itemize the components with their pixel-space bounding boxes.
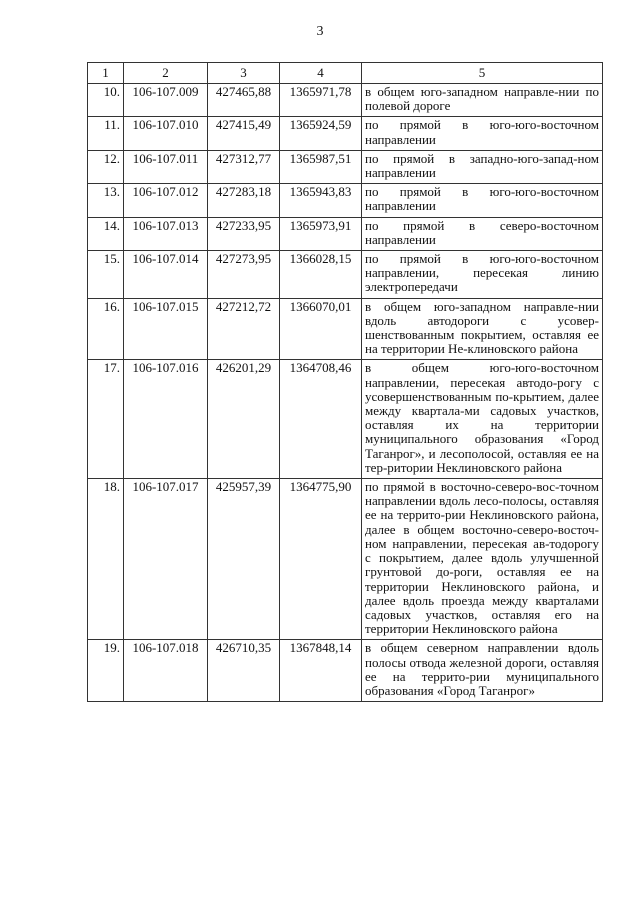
table-header-row (88, 63, 603, 84)
description-cell: по прямой в западно-юго-запад-ном направлении (362, 150, 603, 183)
description-cell: по прямой в юго-юго-восточном направлении, пересекая линию электропередачи (362, 251, 603, 299)
x-coordinate-cell: 426710,35 (208, 640, 280, 702)
row-number-cell: 18. (88, 479, 124, 640)
row-number-cell: 15. (88, 251, 124, 299)
row-number-cell: 14. (88, 217, 124, 250)
point-code-cell: 106-107.011 (124, 150, 208, 183)
row-number-cell: 13. (88, 184, 124, 217)
description-cell: в общем северном направлении вдоль полосы отвода железной дороги, оставляя ее на террито-рии муниципального образования «Город Таганрог» (362, 640, 603, 702)
point-code-cell: 106-107.009 (124, 84, 208, 117)
table-row (88, 251, 603, 299)
y-coordinate-cell: 1366028,15 (280, 251, 362, 299)
row-number-cell: 10. (88, 84, 124, 117)
row-number-cell: 17. (88, 360, 124, 479)
y-coordinate-cell: 1365943,83 (280, 184, 362, 217)
x-coordinate-cell: 427465,88 (208, 84, 280, 117)
description-cell: в общем юго-западном направле-нии вдоль автодороги с усовер-шенствованным покрытием, оставляя ее на территории Не-клиновского района (362, 298, 603, 360)
row-number-cell: 16. (88, 298, 124, 360)
y-coordinate-cell: 1367848,14 (280, 640, 362, 702)
description-cell: по прямой в восточно-северо-вос-точном направлении вдоль лесо-полосы, оставляя ее на террито-рии Неклиновского района, далее в общем восточно-северо-восточ-ном направлении, пересекая ав-тодорогу с покрытием, далее вдоль улучшенной грунтовой до-роги, оставляя ее на территории Неклиновского района, и далее вдоль проезда между кварталами садовых участков, оставляя его на территории Неклиновского района (362, 479, 603, 640)
header-cell-1: 1 (88, 63, 124, 84)
x-coordinate-cell: 427312,77 (208, 150, 280, 183)
point-code-cell: 106-107.014 (124, 251, 208, 299)
page-number: 3 (316, 24, 324, 39)
description-cell: по прямой в юго-юго-восточном направлении (362, 117, 603, 150)
y-coordinate-cell: 1365971,78 (280, 84, 362, 117)
y-coordinate-cell: 1365987,51 (280, 150, 362, 183)
header-cell-2: 2 (124, 63, 208, 84)
point-code-cell: 106-107.016 (124, 360, 208, 479)
table-row (88, 150, 603, 183)
table-row (88, 184, 603, 217)
point-code-cell: 106-107.015 (124, 298, 208, 360)
x-coordinate-cell: 427273,95 (208, 251, 280, 299)
table-row (88, 479, 603, 640)
x-coordinate-cell: 426201,29 (208, 360, 280, 479)
table-row (88, 84, 603, 117)
y-coordinate-cell: 1364708,46 (280, 360, 362, 479)
description-cell: в общем юго-западном направле-нии по полевой дороге (362, 84, 603, 117)
point-code-cell: 106-107.017 (124, 479, 208, 640)
header-cell-3: 3 (208, 63, 280, 84)
header-cell-4: 4 (280, 63, 362, 84)
description-cell: в общем юго-юго-восточном направлении, пересекая автодо-рогу с усовершенствованным по-крытием, далее между квартала-ми садовых участков, оставляя их на территории муниципального образования «Город Таганрог», и лесополосой, оставляя ее на тер-ритории Неклиновского района (362, 360, 603, 479)
table-row (88, 217, 603, 250)
table-row (88, 117, 603, 150)
table-body (88, 63, 603, 702)
y-coordinate-cell: 1365924,59 (280, 117, 362, 150)
point-code-cell: 106-107.018 (124, 640, 208, 702)
y-coordinate-cell: 1366070,01 (280, 298, 362, 360)
table-row (88, 640, 603, 702)
y-coordinate-cell: 1364775,90 (280, 479, 362, 640)
point-code-cell: 106-107.010 (124, 117, 208, 150)
row-number-cell: 11. (88, 117, 124, 150)
x-coordinate-cell: 427415,49 (208, 117, 280, 150)
table-row (88, 298, 603, 360)
header-cell-5: 5 (362, 63, 603, 84)
point-code-cell: 106-107.012 (124, 184, 208, 217)
y-coordinate-cell: 1365973,91 (280, 217, 362, 250)
row-number-cell: 19. (88, 640, 124, 702)
table-row (88, 360, 603, 479)
boundary-table (87, 62, 603, 702)
point-code-cell: 106-107.013 (124, 217, 208, 250)
x-coordinate-cell: 425957,39 (208, 479, 280, 640)
x-coordinate-cell: 427283,18 (208, 184, 280, 217)
x-coordinate-cell: 427212,72 (208, 298, 280, 360)
description-cell: по прямой в северо-восточном направлении (362, 217, 603, 250)
x-coordinate-cell: 427233,95 (208, 217, 280, 250)
description-cell: по прямой в юго-юго-восточном направлении (362, 184, 603, 217)
row-number-cell: 12. (88, 150, 124, 183)
